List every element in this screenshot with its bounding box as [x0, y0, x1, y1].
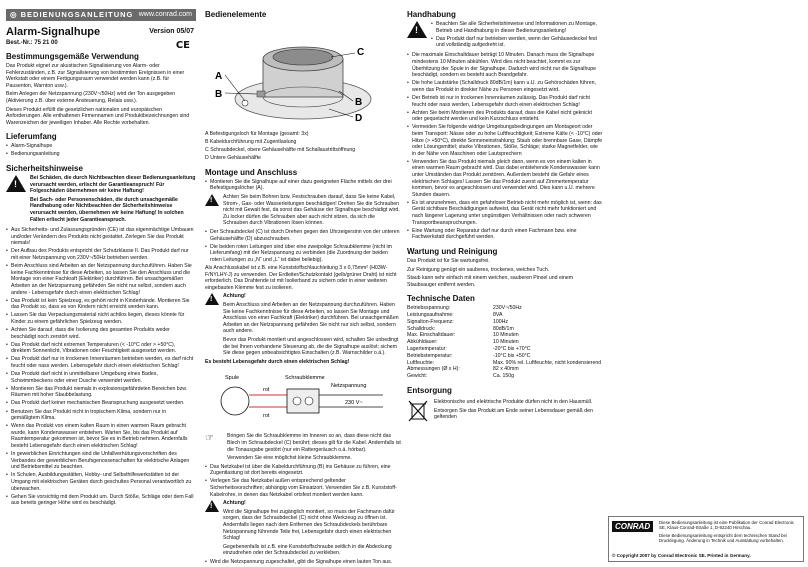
drill-note-text: Achten Sie beim Bohren bzw. Festschrauben darauf, dass Sie keine Kabel, Strom-, Gas- oder Wasserleitungen beschädigen! Drehen Sie die Schrauben nicht mit Gewalt fest, da sonst das Gehäuse der Signalhupe beschädigt wird. Zu locker dürfen die Schrauben aber auch nicht sitzen, da sich die Schrauben durch Vibrationen lösen können.: [223, 194, 400, 227]
red-label-1: rot: [263, 387, 270, 394]
warning-triangle-icon: !: [205, 293, 219, 305]
safety-item: • Der Aufbau des Produkts entspricht der Schutzklasse II. Das Produkt darf nur mit einer Netzspannung von 230V~/50Hz betrieben werden.: [6, 248, 196, 261]
spec-value: Max. 90% rel. Luftfeuchte, nicht kondensierend: [493, 359, 602, 366]
screw-icon: [293, 397, 301, 405]
spec-key: Max. Einschaltdauer:: [407, 332, 456, 339]
spec-table: [407, 305, 603, 380]
label-a: A: [215, 71, 223, 82]
spec-key: Luftfeuchte:: [407, 359, 435, 366]
heading-intended-use: Bestimmungsgemäße Verwendung: [6, 52, 139, 61]
copyright: © Copyright 2007 by Conrad Electronic SE. Printed in Germany.: [612, 553, 751, 558]
mount-step: • Der Schraubdeckel (C) ist durch Drehen gegen den Uhrzeigersinn von der unteren Gehäusehälfte (D) abzuschrauben.: [205, 229, 401, 242]
spec-key: Lagertemperatur:: [407, 346, 447, 353]
safety-item: • Das Produkt ist kein Spielzeug, es gehört nicht in Kinderhände. Montieren Sie das Produkt so, dass es von Kindern nicht erreicht werden kann.: [6, 298, 196, 311]
mount-step: • Wird die Netzspannung zugeschaltet, gibt die Signalhupe einen lauten Ton aus.: [205, 559, 401, 566]
legend-item: A Befestigungsloch für Montage (gesamt: 3x): [205, 131, 309, 137]
heading-tech-data: Technische Daten: [407, 294, 475, 304]
warning-triangle-icon: !: [407, 21, 427, 38]
caution-title-2: Achtung!: [223, 500, 246, 507]
siren-drawing: [205, 21, 401, 131]
handling-list: [407, 52, 603, 241]
sound-outlet-icon: [273, 49, 333, 65]
safety-item: • In gewerblichen Einrichtungen sind die Unfallverhütungsvorschriften des Verbandes der gewerblichen Berufsgenossenschaften für elektrische Anlagen und Betriebsmittel zu beachten.: [6, 451, 196, 471]
pointing-hand-icon: ☞: [205, 433, 214, 445]
handling-item: • Die hohe Lautstärke (Schalldruck 80dB/1m) kann u.U. zu Gehörschäden führen, wenn das Produkt in direkter Nähe zu Personen eingesetzt wird.: [407, 80, 603, 93]
spec-value: Ca. 150g: [493, 373, 515, 380]
spec-key: Signalton-Frequenz:: [407, 318, 454, 325]
heading-safety: Sicherheitshinweise: [6, 164, 83, 174]
mount-step: • Das Netzkabel ist über die Kabeldurchführung (B) ins Gehäuse zu führen, eine Zugentlastung ist dort bereits eingesetzt.: [205, 464, 401, 477]
drill-note: [205, 194, 401, 229]
mounting-list-4: [205, 559, 401, 566]
imprint-text: [659, 520, 802, 546]
spec-key: Leistungsaufnahme:: [407, 312, 454, 319]
screw-icon: [305, 397, 313, 405]
safety-list: [6, 227, 196, 507]
safety-item: • Lassen Sie das Verpackungsmaterial nicht achtlos liegen, dieses könnte für Kinder zu einem gefährlichen Spielzeug werden.: [6, 312, 196, 325]
crossed-bin-icon: [407, 399, 429, 423]
screw-clamp: [287, 389, 319, 413]
column-2: [205, 0, 401, 567]
spec-row: [407, 305, 603, 312]
mains-label: Netzspannung: [331, 383, 367, 390]
spec-row: [407, 373, 603, 380]
legend-item: D Untere Gehäusehälfte: [205, 155, 261, 162]
clamp-note: [205, 433, 401, 463]
spec-key: Gewicht:: [407, 373, 428, 380]
label-b: B: [215, 89, 223, 100]
mounting-list: [205, 179, 401, 192]
banner-url[interactable]: www.conrad.com: [138, 11, 192, 18]
maint-p1: Das Produkt ist für Sie wartungsfrei.: [407, 257, 490, 264]
safety-item: • Das Produkt darf nicht in unmittelbarer Umgebung eines Bades, Schwimmbeckens oder einer Dusche verwendet werden.: [6, 371, 196, 384]
version: Version 05/07: [149, 28, 194, 35]
handling-warning: [407, 21, 603, 50]
spec-key: Abmessungen (Ø x H):: [407, 366, 460, 373]
label-d: D: [355, 113, 363, 124]
handling-item: • Verwenden Sie das Produkt niemals gleich dann, wenn es von einem kalten in einen warmen Raum gebracht wird. Das dabei entstehende Kondenswasser kann unter Umständen das Produkt zerstören. Außerdem besteht die Gefahr eines elektrischen Schlages! Lassen Sie das Produkt zuerst auf Zimmertemperatur kommen, bevor es angeschlossen und verwendet wird. Dies kann u.U. mehrere Stunden dauern.: [407, 159, 603, 199]
use-p3: Dieses Produkt erfüllt die gesetzlichen nationalen und europäischen Anforderungen. Alle enthaltenen Firmennamen und Produktbezeichnungen sind Warenzeichen der jeweiligen Inhaber. Alle Rechte vorbehalten.: [6, 106, 190, 126]
heading-controls: Bedienelemente: [205, 10, 267, 19]
mounting-list-3: [205, 464, 401, 498]
safety-item: • Gehen Sie vorsichtig mit dem Produkt um. Durch Stöße, Schläge oder dem Fall aus bereits geringer Höhe wird es beschädigt.: [6, 494, 196, 507]
imprint-line-1: Diese Bedienungsanleitung ist eine Publikation der Conrad Electronic SE, Klaus-Conrad-Straße 1, D-92240 Hirschau.: [659, 520, 794, 531]
disposal-p2: Entsorgen Sie das Produkt am Ende seiner Lebensdauer gemäß den geltenden: [434, 407, 593, 421]
spec-value: 100Hz: [493, 318, 508, 325]
handling-item: • Achten Sie beim Montieren des Produkts darauf, dass die Kabel nicht geknickt oder gequetscht werden und kein Kurzschluss entsteht.: [407, 110, 603, 123]
spec-value: 230V~/50Hz: [493, 305, 522, 312]
heading-maintenance: Wartung und Reinigung: [407, 246, 498, 256]
voltage-label: 230 V~: [345, 400, 363, 407]
safety-item: • Das Produkt darf nur in trockenen Innenräumen betrieben werden, es darf nicht feucht oder nass werden. Lebensgefahr durch einen elektrischen Schlag!: [6, 356, 196, 369]
banner-label: BEDIENUNGSANLEITUNG: [20, 10, 134, 19]
heading-scope: Lieferumfang: [6, 132, 57, 142]
safety-item: • Benutzen Sie das Produkt nicht in tropischem Klima, sondern nur in gemäßigtem Klima.: [6, 409, 196, 422]
cable-entry-icon: [257, 91, 265, 97]
safety-item: • Das Produkt darf nicht extremen Temperaturen (< -10°C oder > +50°C), direktem Sonnenlicht, Vibrationen oder Feuchtigkeit ausgesetzt werden.: [6, 342, 196, 355]
caution-text-5: Gegebenenfalls ist z.B. eine Kunststoffschraube seitlich in die Abdeckung einzudrehen oder der Schraubdeckel zu verkleben.: [223, 543, 392, 557]
scope-item: • Alarm-Signalhupe: [6, 143, 196, 150]
column-1: [6, 0, 196, 567]
handling-item: • Vermeiden Sie folgende widrige Umgebungsbedingungen am Montageort oder beim Transport: Nässe oder zu hohe Luftfeuchtigkeit; Extreme Kälte (< -10°C) oder Hitze (> +50°C), direkte Sonneneinstrahlung; Staub oder brennbare Gase, Dämpfe oder Lösungsmittel; starke Vibrationen, Stöße, Schläge; starke Magnetfelder, wie in der Nähe von Maschinen oder Lautsprechern: [407, 124, 603, 157]
safety-item: • Aus Sicherheits- und Zulassungsgründen (CE) ist das eigenmächtige Umbauen und/oder Verändern des Produkts nicht gestattet. Zerlegen Sie das Produkt niemals!: [6, 227, 196, 247]
safety-item: • Beim Anschluss sind Arbeiten an der Netzspannung durchzuführen. Haben Sie keine Fachkenntnisse für diese Arbeiten, so lassen Sie den Anschluss und die Montage von einer Fachkraft (Elektriker) durchführen. Bei unsachgemäßen Arbeiten an der Netzspannung gefährden Sie nicht nur selbst, sondern auch andere - Lebensgefahr durch einen elektrischen Schlag!: [6, 263, 196, 296]
spec-value: 8VA: [493, 312, 503, 319]
mount-step: • Verlegen Sie das Netzkabel außen entsprechend geltender Sicherheitsvorschriften; abhängig vom Einsatzort. Verwenden Sie z.B. Kunststoff-Kabelrohre, in denen das Netzkabel ortsfest montiert werden kann.: [205, 478, 401, 498]
spec-row: [407, 360, 603, 367]
handling-item: • Der Betrieb ist nur in trockenen Innenräumen zulässig. Das Produkt darf nicht feucht oder nass werden, Lebensgefahr durch einen elektrischen Schlag!: [407, 95, 603, 108]
spec-row: [407, 319, 603, 326]
handling-item: • Die maximale Einschaltdauer beträgt 10 Minuten. Danach muss die Signalhupe mindestens 10 Minuten abkühlen. Wird dies nicht beachtet, kommt es zur Überhitzung der Spule in der Signalhupe. Dadurch wird nicht nur die Signalhupe beschädigt, sondern es besteht auch Brandgefahr.: [407, 52, 603, 78]
page-title: Alarm-Signalhupe: [6, 26, 101, 38]
warning-text-2: Bei Sach- oder Personenschäden, die durch unsachgemäße Handhabung oder Nichtbeachten der Sicherheitshinweise verursacht werden, übernehmen wir keine Haftung! In solchen Fällen erlischt jeder Garantieanspruch.: [30, 196, 184, 223]
clamp-label: Schraubklemme: [285, 375, 325, 382]
scope-item: • Bedienungsanleitung: [6, 151, 196, 158]
clamp-note-text: Bringen Sie die Schraubklemme im Inneren so an, dass diese nicht das Blech im Schraubdeckel (C) berührt; dieses gilt für die Kabel. Andernfalls ist die Tonausgabe gestört (nur ein Rattergeräusch o.ä. hörbar).: [227, 433, 401, 453]
clamp-note-text-2: Verwenden Sie eine möglichst kleine Schraubklemme.: [227, 455, 352, 462]
mounting-list-2: [205, 229, 401, 263]
spec-row: [407, 312, 603, 319]
maint-p2: Zur Reinigung genügt ein sauberes, trockenes, weiches Tuch.: [407, 266, 550, 273]
spec-value: 82 x 40mm: [493, 366, 519, 373]
spec-row: [407, 353, 603, 360]
mount-step: • Montieren Sie die Signalhupe auf einer dazu geeigneten Fläche mittels der drei Befestigungslöcher (A).: [205, 179, 401, 192]
heading-handling: Handhabung: [407, 10, 456, 19]
label-b2: B: [355, 97, 363, 108]
handling-list-top: [431, 21, 603, 50]
wiring-svg: [205, 367, 401, 431]
mount-step: • Die beiden roten Leitungen sind über eine zweipolige Schraubklemme (nicht im Lieferumfang) mit der Netzspannung zu verbinden (die Zuordnung der beiden roten Leitungen zu „N“ und „L“ ist dabei beliebig).: [205, 244, 401, 264]
handling-item: • Das Produkt darf nur betrieben werden, wenn der Gehäusedeckel fest und vollständig aufgedreht ist.: [431, 36, 603, 49]
imprint-footer: [608, 516, 804, 562]
caution-shock: Es besteht Lebensgefahr durch einen elektrischen Schlag!: [205, 358, 350, 365]
cable-note: Als Anschlusskabel ist z.B. eine Kunststoffschlauchleitung 3 x 0,75mm² (H03W-F/NYLHY-J) zu verwenden. Der Erdleiter/Schutzkontakt (gelb/grüner Draht) ist nicht erforderlich. Das Drahtende ist mit Isolierband zu sichern oder in einer weiteren eingebauten Klemme fest zu isolieren.: [205, 265, 397, 291]
heading-mounting: Montage und Anschluss: [205, 167, 298, 177]
coil-icon: [221, 387, 249, 415]
handling-item: • Eine Wartung oder Reparatur darf nur durch einen Fachmann bzw. eine Fachwerkstatt durchgeführt werden.: [407, 228, 603, 241]
spec-value: -20°C bis +70°C: [493, 346, 531, 353]
legend-item: B Kabeldurchführung mit Zugentlastung: [205, 139, 297, 146]
safety-item: • Das Produkt darf keiner mechanischen Beanspruchung ausgesetzt werden.: [6, 400, 196, 407]
parts-legend: [205, 131, 401, 162]
safety-item: • In Schulen, Ausbildungsstätten, Hobby- und Selbsthilfewerkstätten ist der Umgang mit elektrischen Geräten durch geschultes Personal verantwortlich zu überwachen.: [6, 472, 196, 492]
brand-mark-icon: ◎: [10, 10, 21, 19]
caution-text-4: Wird die Signalhupe frei zugänglich montiert, so muss der Fachmann dafür sorgen, dass der Schraubdeckel (C) nicht ohne Werkzeug zu öffnen ist. Andernfalls liegen nach dem Entfernen des Schraubdeckels berührbare Netzspannung führende Teile frei, Lebensgefahr durch einen elektrischen Schlag!: [223, 508, 395, 542]
spec-row: [407, 346, 603, 353]
wiring-diagram: [205, 367, 401, 431]
use-p2: Beim Anlegen der Netzspannung (230V~/50Hz) wird der Ton ausgegeben (Aktivierung z.B. über externe Ansteuerung, Relais usw.).: [6, 91, 176, 104]
order-number: Best.-Nr.: 75 21 00: [6, 40, 58, 46]
spec-key: Betriebsspannung:: [407, 305, 451, 312]
warning-triangle-icon: !: [6, 175, 26, 192]
coil-label: Spule: [225, 375, 240, 382]
spec-value: -10°C bis +50°C: [493, 352, 531, 359]
handling-item: • Beachten Sie alle Sicherheitshinweise und Informationen zu Montage, Betrieb und Handhabung in dieser Bedienungsanleitung!: [431, 21, 603, 34]
spec-row: [407, 339, 603, 346]
maint-p3: Staub kann sehr einfach mit einem weichen, sauberen Pinsel und einem Staubsauger entfernt werden.: [407, 275, 574, 288]
column-3: [407, 0, 603, 567]
imprint-line-2: Diese Bedienungsanleitung entspricht dem technischen Stand bei Drucklegung. Änderung in Technik und Ausstattung vorbehalten.: [659, 532, 787, 544]
legend-item: C Schraubdeckel, obere Gehäusehälfte mit Schallaustrittsöffnung: [205, 147, 356, 154]
spec-value: 80dB/1m: [493, 325, 514, 332]
safety-item: • Achten Sie darauf, dass die Isolierung des gesamten Produkts weder beschädigt noch zerstört wird.: [6, 327, 196, 340]
conrad-logo: CONRAD: [612, 521, 653, 532]
warning-triangle-icon: !: [205, 500, 219, 512]
warning-box: [6, 175, 196, 225]
caution-box-2: [205, 500, 401, 559]
label-c: C: [357, 47, 365, 58]
spec-key: Schalldruck:: [407, 325, 436, 332]
caution-box: [205, 293, 401, 358]
spec-row: [407, 326, 603, 333]
handling-item: • Es ist anzunehmen, dass ein gefahrloser Betrieb nicht mehr möglich ist, wenn: das Gerät sichtbare Beschädigungen aufweist, das Gerät nicht mehr funktioniert und nach längerer Lagerung unter ungünstigen Verhältnissen oder nach schweren Transportbeanspruchungen.: [407, 200, 603, 226]
product-figure: [205, 21, 401, 131]
ce-mark: CE: [175, 40, 190, 51]
caution-text-2: Bevor das Produkt montiert und angeschlossen wird, schalten Sie unbedingt die bei Ihnen vorhandene Steuerung ab, die die Signalhupe auslöst; sichern Sie diese gegen unbeabsichtigtes Einschalten (z.B. Warnschilder o.ä.).: [223, 336, 399, 357]
spec-value: 10 Minuten: [493, 339, 519, 346]
disposal-p1: Elektronische und elektrische Produkte dürfen nicht in den Hausmüll.: [434, 399, 593, 406]
scope-list: [6, 143, 196, 158]
safety-item: • Wenn das Produkt von einem kalten Raum in einen warmen Raum gebracht wurde, kann Kondenswasser entstehen. Warten Sie, bis das Produkt auf Raumtemperatur gekommen ist, bevor Sie es in Betrieb nehmen. Andernfalls besteht Lebensgefahr durch einen elektrischen Schlag!: [6, 423, 196, 449]
safety-item: • Montieren Sie das Produkt niemals in explosionsgefährdeten Bereichen bzw. Räumen mit hoher Staubbelastung.: [6, 386, 196, 399]
warning-text-1: Bei Schäden, die durch Nichtbeachten dieser Bedienungsanleitung verursacht werden, erlischt der Garantieanspruch! Für Folgeschäden übernehmen wir keine Haftung!: [30, 175, 196, 195]
caution-title: Achtung!: [223, 293, 246, 300]
red-label-2: rot: [263, 413, 270, 420]
spec-row: [407, 366, 603, 373]
spec-key: Betriebstemperatur:: [407, 352, 453, 359]
disposal-box: [407, 399, 603, 423]
caution-text-1: Beim Anschluss sind Arbeiten an der Netzspannung durchzuführen. Haben Sie keine Fachkenntnisse für diese Arbeiten, so lassen Sie Montage und Anschluss von einer Fachkraft (Elektriker) durchführen. Bei unsachgemäßen Arbeiten an der Netzspannung gefährden Sie nicht nur sich selbst, sondern auch andere.: [223, 301, 399, 335]
use-p1: Das Produkt eignet zur akustischen Signalisierung von Alarm- oder Fehlerzuständen, z.B. zur Signalisierung von bestimmten Ereignissen in einer Werkstatt oder einem Fertigungsraum verwendet werden kann (z.B. für Pausenton, Warnton usw.).: [6, 63, 185, 89]
heading-disposal: Entsorgung: [407, 386, 452, 396]
spec-value: 10 Minuten: [493, 332, 519, 339]
warning-triangle-icon: !: [205, 194, 219, 206]
spec-row: [407, 332, 603, 339]
spec-key: Abkühldauer:: [407, 339, 438, 346]
